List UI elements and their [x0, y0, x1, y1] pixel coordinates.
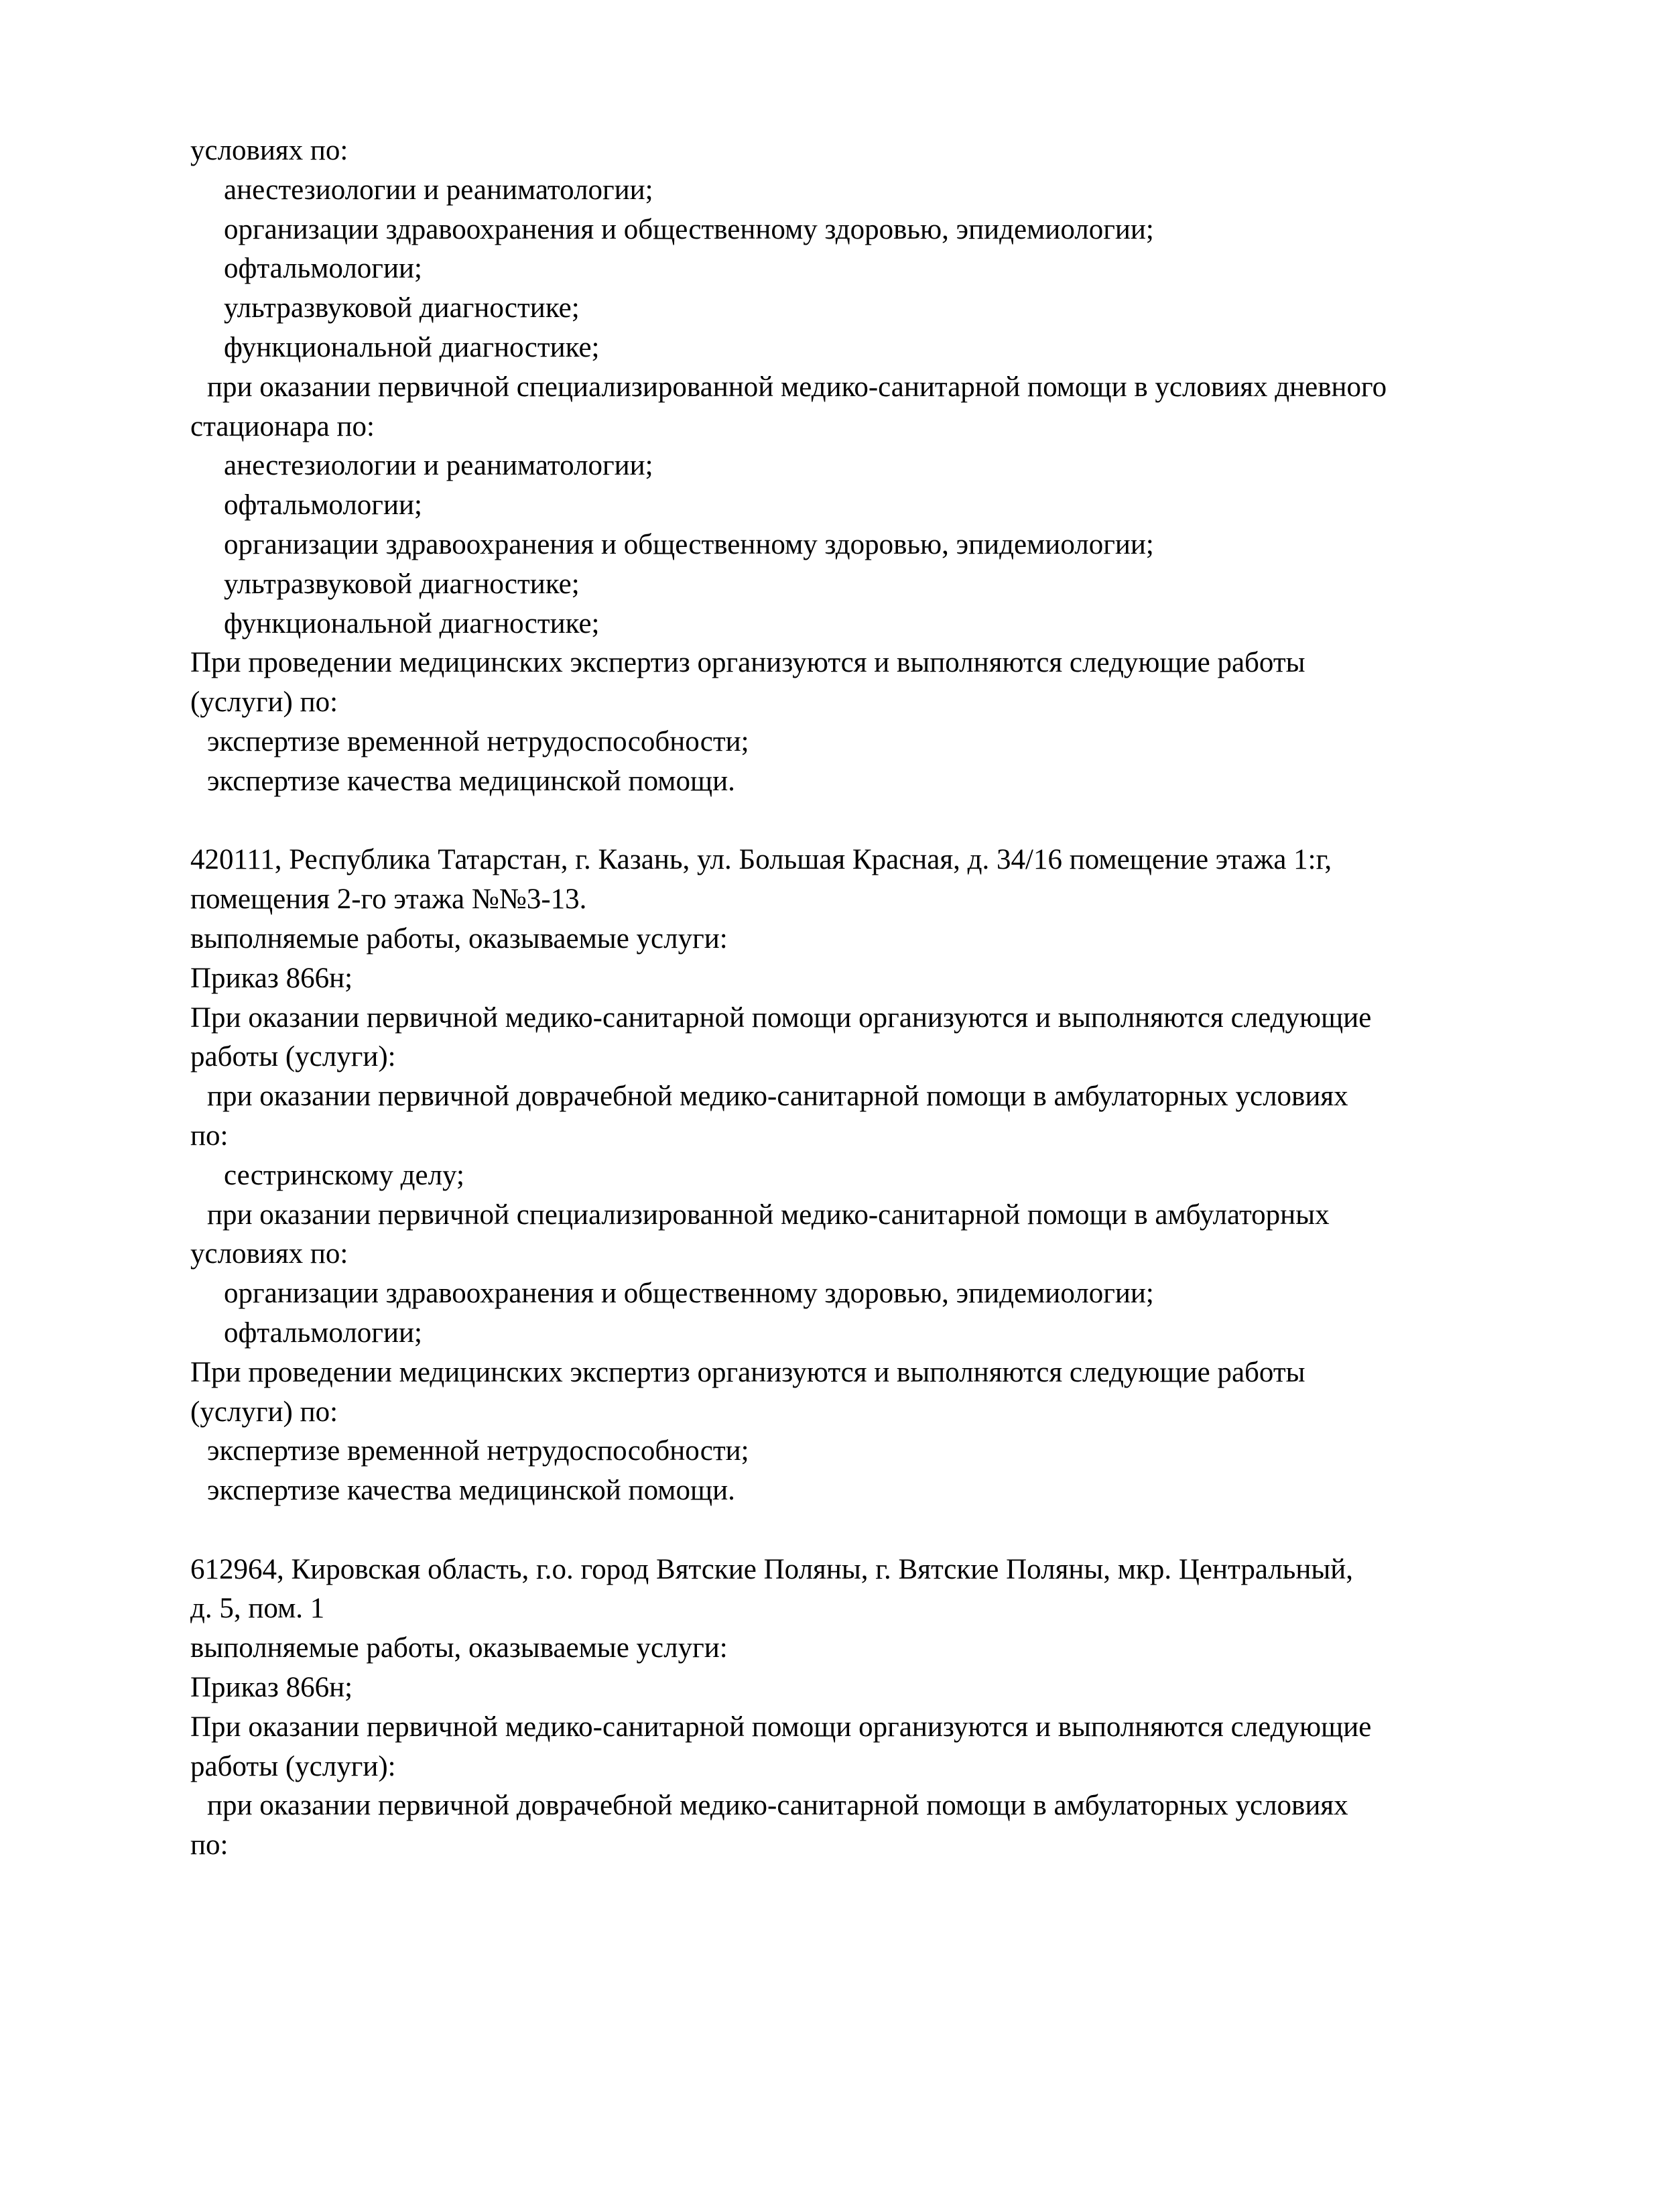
text-line: организации здравоохранения и общественному здоровью, эпидемиологии;	[224, 213, 1154, 245]
text-line: при оказании первичной специализированной медико-санитарной помощи в амбулаторных	[207, 1199, 1330, 1231]
address-line: помещения 2-го этажа №№3-13.	[190, 883, 587, 916]
text-line: функциональной диагностике;	[224, 331, 600, 363]
text-line: выполняемые работы, оказываемые услуги:	[190, 922, 728, 955]
text-line: работы (услуги):	[190, 1750, 396, 1782]
text-line: ультразвуковой диагностике;	[224, 568, 580, 600]
text-line: условиях по:	[190, 135, 348, 166]
text-line: экспертизе временной нетрудоспособности;	[207, 725, 749, 757]
text-line: При оказании первичной медико-санитарной помощи организуются и выполняются следующие	[190, 1711, 1372, 1743]
text-line: (услуги) по:	[190, 686, 338, 719]
text-line: анестезиологии и реаниматологии;	[224, 450, 653, 482]
text-line: офтальмологии;	[224, 1316, 422, 1349]
text-line: офтальмологии;	[224, 253, 422, 285]
text-line: при оказании первичной доврачебной медико-санитарной помощи в амбулаторных условиях	[207, 1790, 1348, 1822]
text-line: функциональной диагностике;	[224, 607, 600, 639]
text-line: выполняемые работы, оказываемые услуги:	[190, 1632, 728, 1664]
text-line: (услуги) по:	[190, 1396, 338, 1428]
text-line: При оказании первичной медико-санитарной помощи организуются и выполняются следующие	[190, 1001, 1372, 1034]
text-line: При проведении медицинских экспертиз организуются и выполняются следующие работы	[190, 647, 1305, 679]
text-line: организации здравоохранения и общественному здоровью, эпидемиологии;	[224, 1278, 1154, 1310]
text-line: по:	[190, 1119, 229, 1152]
text-line: стационара по:	[190, 410, 375, 442]
paragraph-gap	[190, 1511, 1571, 1550]
text-line: офтальмологии;	[224, 489, 422, 521]
text-line: при оказании первичной доврачебной медико-санитарной помощи в амбулаторных условиях	[207, 1081, 1348, 1113]
text-line: При проведении медицинских экспертиз организуются и выполняются следующие работы	[190, 1356, 1305, 1388]
text-line: работы (услуги):	[190, 1041, 396, 1073]
text-line: по:	[190, 1829, 229, 1861]
text-line: экспертизе качества медицинской помощи.	[207, 765, 735, 797]
text-line: при оказании первичной специализированной медико-санитарной помощи в условиях дневного	[207, 371, 1387, 403]
address-line: 420111, Республика Татарстан, г. Казань, ул. Большая Красная, д. 34/16 помещение этажа 1:г,	[190, 844, 1332, 876]
text-line: анестезиологии и реаниматологии;	[224, 174, 653, 206]
text-line: Приказ 866н;	[190, 962, 353, 994]
text-line: Приказ 866н;	[190, 1672, 353, 1704]
address-line: д. 5, пом. 1	[190, 1593, 325, 1625]
text-line: условиях по:	[190, 1238, 348, 1270]
document-body	[190, 131, 1571, 1865]
paragraph-gap	[190, 802, 1571, 841]
text-line: ультразвуковой диагностике;	[224, 292, 580, 324]
text-line: организации здравоохранения и общественному здоровью, эпидемиологии;	[224, 528, 1154, 560]
address-line: 612964, Кировская область, г.о. город Вятские Поляны, г. Вятские Поляны, мкр. Центральный,	[190, 1553, 1354, 1585]
text-line: экспертизе качества медицинской помощи.	[207, 1475, 735, 1507]
text-line: экспертизе временной нетрудоспособности;	[207, 1435, 749, 1467]
text-line: сестринскому делу;	[224, 1159, 464, 1191]
